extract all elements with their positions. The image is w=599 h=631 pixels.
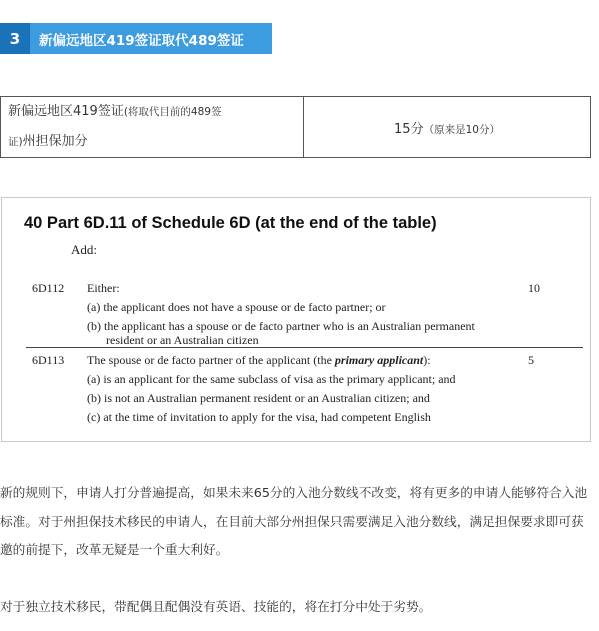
section-number: 3	[0, 23, 30, 54]
section-title: 新偏远地区419签证取代489签证	[30, 23, 272, 54]
section-header	[0, 23, 272, 54]
item-6d112-line: (a) the applicant does not have a spouse or de facto partner; or	[87, 300, 386, 314]
table-row	[1, 97, 591, 158]
primary-applicant-term: primary applicant	[334, 353, 424, 367]
new-points: 15分	[394, 121, 424, 137]
visa-replacement-note-end: 证)	[8, 136, 23, 148]
item-code-6d113: 6D113	[32, 353, 65, 367]
item-6d112-line: Either:	[87, 281, 120, 295]
visa-description-line2	[8, 127, 303, 157]
table-divider	[26, 347, 583, 348]
previous-points-note: （原来是10分）	[423, 123, 500, 136]
item-points-6d113: 5	[528, 353, 534, 367]
paragraph-independent-skilled: 对于独立技术移民，带配偶且配偶没有英语、技能的，将在打分中处于劣势。	[0, 599, 432, 614]
legislation-heading: 40 Part 6D.11 of Schedule 6D (at the end of the table)	[24, 214, 437, 232]
legislation-add-label: Add:	[71, 242, 97, 257]
visa-name: 新偏远地区419签证	[8, 104, 124, 119]
item-points-6d112: 10	[528, 281, 540, 295]
visa-replacement-note: (将取代目前的489签	[123, 106, 222, 118]
visa-description-line1	[8, 97, 303, 127]
item-6d113-line: (a) is an applicant for the same subclass of visa as the primary applicant; and	[87, 372, 456, 386]
item-6d113-line: (c) at the time of invitation to apply for the visa, had competent English	[87, 410, 431, 424]
item-6d113-line: (b) is not an Australian permanent resident or an Australian citizen; and	[87, 391, 430, 405]
paragraph-rule-impact: 新的规则下，申请人打分普遍提高，如果未来65分的入池分数线不改变，将有更多的申请人能够符合入池标准。对于州担保技术移民的申请人，在目前大部分州担保只需要满足入池分数线，满足担保要求即可获邀的前提下，改革无疑是一个重大利好。	[0, 485, 588, 557]
state-sponsorship-label: 州担保加分	[22, 134, 88, 149]
item-6d112-line: resident or an Australian citizen	[106, 333, 259, 347]
item-6d112-line: (b) the applicant has a spouse or de facto partner who is an Australian permanent	[87, 319, 475, 333]
legislation-excerpt	[1, 197, 591, 442]
points-value-cell	[304, 97, 591, 158]
item-6d113-text: The spouse or de facto partner of the applicant (the	[87, 353, 335, 367]
item-6d113-line	[87, 353, 431, 368]
item-code-6d112: 6D112	[32, 281, 65, 295]
visa-description-cell	[1, 97, 304, 158]
item-6d113-text: ):	[423, 353, 431, 367]
points-table	[0, 96, 591, 158]
